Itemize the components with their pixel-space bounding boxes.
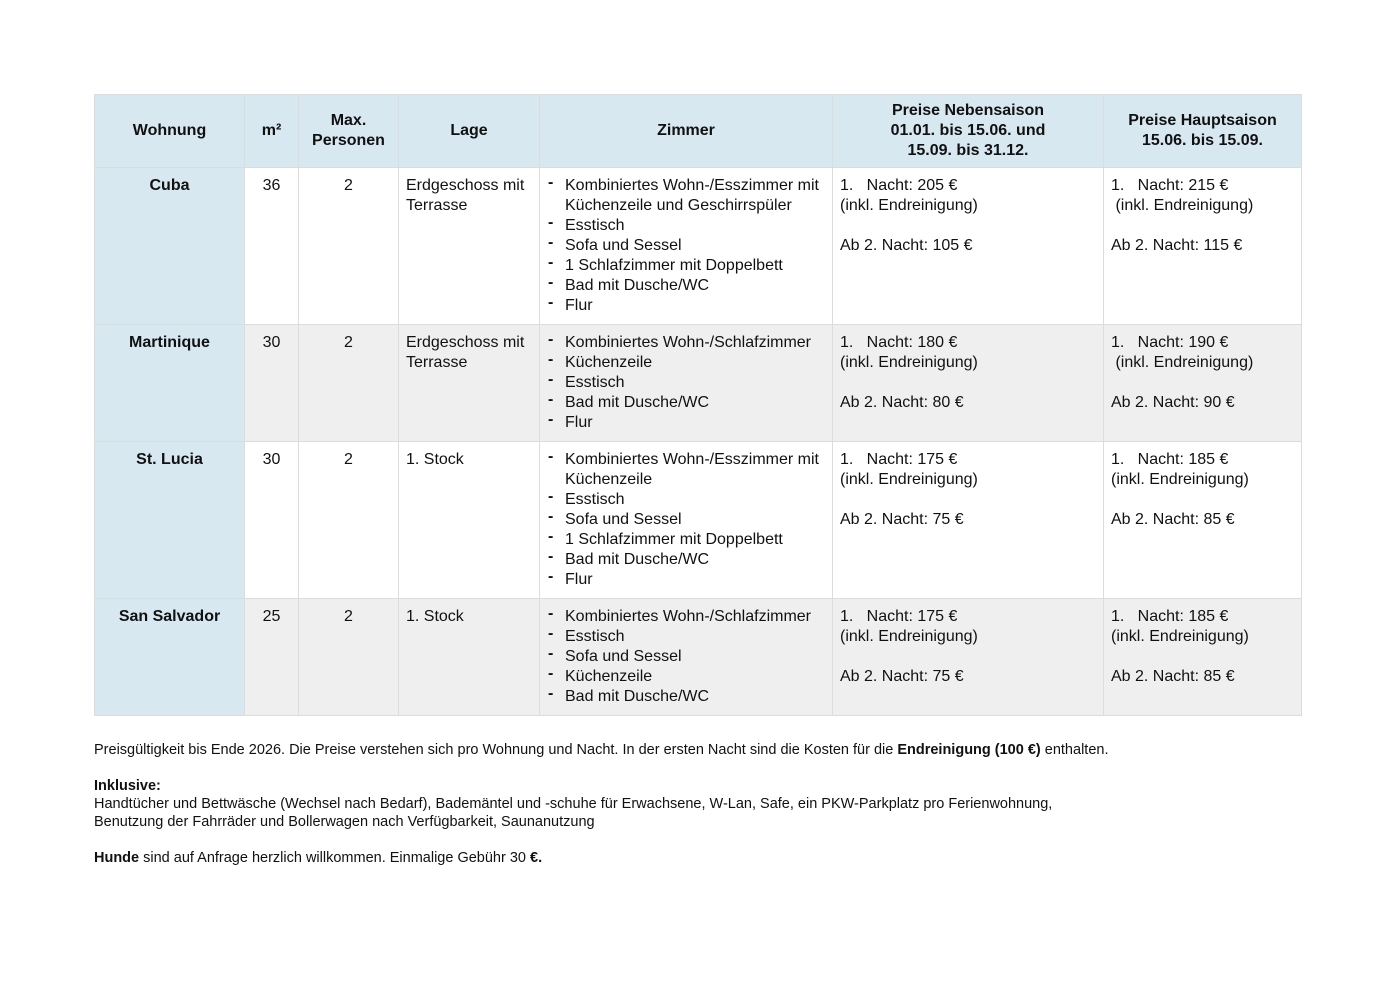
room-item: - Esstisch — [547, 373, 825, 393]
room-item: - Esstisch — [547, 216, 825, 236]
location: 1. Stock — [399, 442, 540, 599]
inklusive-list: Handtücher und Bettwäsche (Wechsel nach Bedarf), Bademäntel und -schuhe für Erwachsene, W-Lan, Safe, ein PKW-Parkplatz pro Ferienwohnung, Benutzung der Fahrräder und Bollerwagen nach Verfügbarkeit, Saunanutzung — [94, 796, 1053, 830]
max-persons: 2 — [299, 168, 399, 325]
header-max-personen: Max. Personen — [299, 95, 399, 168]
apartment-name: San Salvador — [95, 599, 245, 716]
max-persons: 2 — [299, 442, 399, 599]
apartment-name: Martinique — [95, 325, 245, 442]
header-nebensaison: Preise Nebensaison 01.01. bis 15.06. und 15.09. bis 31.12. — [833, 95, 1104, 168]
price-nebensaison: 1. Nacht: 205 € (inkl. Endreinigung) Ab 2. Nacht: 105 € — [833, 168, 1104, 325]
validity-note: Preisgültigkeit bis Ende 2026. Die Preise verstehen sich pro Wohnung und Nacht. In der ersten Nacht sind die Kosten für die Endreinigung (100 €) enthalten. — [94, 742, 1109, 758]
room-item: - Sofa und Sessel — [547, 510, 825, 530]
room-item: - Sofa und Sessel — [547, 647, 825, 667]
table-header-row — [95, 95, 1302, 168]
apartment-name: Cuba — [95, 168, 245, 325]
location: Erdgeschoss mit Terrasse — [399, 168, 540, 325]
rooms — [540, 599, 833, 716]
room-item: - Esstisch — [547, 627, 825, 647]
header-lage: Lage — [399, 95, 540, 168]
header-wohnung: Wohnung — [95, 95, 245, 168]
room-item: - Küchenzeile — [547, 353, 825, 373]
apartment-name: St. Lucia — [95, 442, 245, 599]
price-table — [94, 94, 1302, 716]
header-m2: m² — [245, 95, 299, 168]
rooms — [540, 325, 833, 442]
room-item: - Esstisch — [547, 490, 825, 510]
header-zimmer: Zimmer — [540, 95, 833, 168]
room-item: - 1 Schlafzimmer mit Doppelbett — [547, 530, 825, 550]
room-item: - Bad mit Dusche/WC — [547, 276, 825, 296]
room-item: - Bad mit Dusche/WC — [547, 687, 825, 707]
header-hauptsaison: Preise Hauptsaison 15.06. bis 15.09. — [1104, 95, 1302, 168]
room-item: - Sofa und Sessel — [547, 236, 825, 256]
dogs-note: Hunde sind auf Anfrage herzlich willkommen. Einmalige Gebühr 30 €. — [94, 850, 543, 866]
rooms — [540, 168, 833, 325]
footer-notes — [94, 741, 1314, 885]
price-nebensaison: 1. Nacht: 175 € (inkl. Endreinigung) Ab 2. Nacht: 75 € — [833, 599, 1104, 716]
max-persons: 2 — [299, 599, 399, 716]
price-nebensaison: 1. Nacht: 180 € (inkl. Endreinigung) Ab 2. Nacht: 80 € — [833, 325, 1104, 442]
table-row — [95, 325, 1302, 442]
table-row — [95, 442, 1302, 599]
rooms — [540, 442, 833, 599]
location: Erdgeschoss mit Terrasse — [399, 325, 540, 442]
table-row — [95, 599, 1302, 716]
price-nebensaison: 1. Nacht: 175 € (inkl. Endreinigung) Ab 2. Nacht: 75 € — [833, 442, 1104, 599]
room-item: - Flur — [547, 296, 825, 316]
location: 1. Stock — [399, 599, 540, 716]
price-hauptsaison: 1. Nacht: 185 € (inkl. Endreinigung) Ab 2. Nacht: 85 € — [1104, 442, 1302, 599]
max-persons: 2 — [299, 325, 399, 442]
price-hauptsaison: 1. Nacht: 215 € (inkl. Endreinigung) Ab 2. Nacht: 115 € — [1104, 168, 1302, 325]
table-row — [95, 168, 1302, 325]
room-item: - Flur — [547, 413, 825, 433]
room-item: - Kombiniertes Wohn-/Esszimmer mit Küchenzeile — [547, 450, 825, 490]
room-item: - Kombiniertes Wohn-/Schlafzimmer — [547, 607, 825, 627]
inklusive-title: Inklusive: — [94, 778, 161, 794]
price-hauptsaison: 1. Nacht: 185 € (inkl. Endreinigung) Ab 2. Nacht: 85 € — [1104, 599, 1302, 716]
price-hauptsaison: 1. Nacht: 190 € (inkl. Endreinigung) Ab 2. Nacht: 90 € — [1104, 325, 1302, 442]
room-item: - Kombiniertes Wohn-/Schlafzimmer — [547, 333, 825, 353]
apartment-size: 25 — [245, 599, 299, 716]
room-item: - Bad mit Dusche/WC — [547, 393, 825, 413]
room-item: - Kombiniertes Wohn-/Esszimmer mit Küchenzeile und Geschirrspüler — [547, 176, 825, 216]
room-item: - Küchenzeile — [547, 667, 825, 687]
apartment-size: 36 — [245, 168, 299, 325]
apartment-size: 30 — [245, 325, 299, 442]
room-item: - Bad mit Dusche/WC — [547, 550, 825, 570]
room-item: - Flur — [547, 570, 825, 590]
apartment-size: 30 — [245, 442, 299, 599]
room-item: - 1 Schlafzimmer mit Doppelbett — [547, 256, 825, 276]
